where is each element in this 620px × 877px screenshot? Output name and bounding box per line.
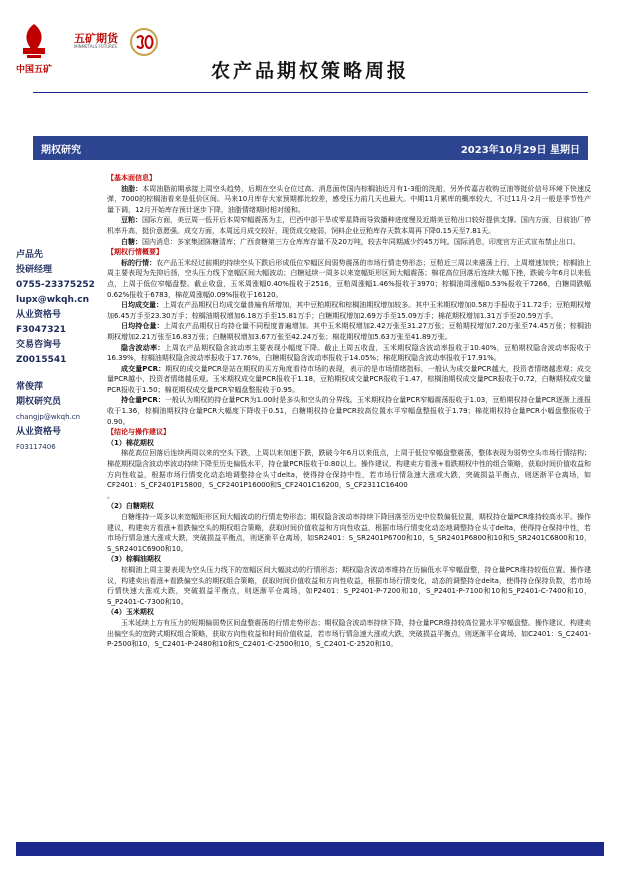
subsection-sugar-title: （2）白糖期权	[107, 502, 154, 511]
analyst2-role: 期权研究员	[16, 397, 62, 407]
analyst1-consult: Z0015541	[16, 355, 67, 365]
text-underlying-trend: 农产品玉米经过前期的持续空头下跌后形成低位窄幅区间弱势震荡的市场行情走势形态；豆粕近三周以来震荡上行，上周增速加快；棕榈油上周主要表现为先抑后扬，空头压力线下宽幅区间大幅波动；白糖延续一周多以来宽幅矩形区间大幅震荡；棉花高位回落后连续大幅下挫，跌破今年6月以来低点，上周于低位窄幅盘整。截止收盘，玉米周涨幅0.40%报收于2516，豆粕周涨幅1.46%报收于3970；棕榈油周涨幅0.53%报收于7266，白糖周跌幅0.62%报收于6783，棉花周涨幅0.09%报收于16120。	[107, 258, 592, 299]
label-soymeal: 豆粕：	[121, 216, 143, 225]
analyst1-cert: F3047321	[16, 325, 66, 335]
paragraph-volume-pcr	[107, 364, 591, 396]
text-implied-volatility: 上周农产品期权隐含波动率主要表现小幅度下降。截止上周五收盘，玉米期权隐含波动率报收于10.40%，豆粕期权隐含波动率报收于16.39%，棕榈油期权隐含波动率报收于17.76%，白糖期权隐含波动率报收于14.05%；棉花期权隐含波动率报收于17.91%。	[107, 343, 591, 363]
anniversary-30-icon	[128, 26, 160, 58]
label-oils: 油脂：	[121, 184, 143, 193]
subsection-palm-title: （3）棕榈油期权	[107, 555, 161, 564]
report-banner	[33, 136, 588, 160]
text-open-interest: 上周农产品期权日均持仓量不同程度普遍增加。其中玉米期权增加2.42万张至31.27万张；豆粕期权增加7.20万张至74.45万张；棕榈油期权增加2.21万张至16.83万张；白糖期权增加3.67万张至42.24万张；棉花期权增加5.63万张至41.89万张。	[107, 322, 592, 341]
text-oi-pcr: 一般认为期权的持仓量PCR为1.00时是多头和空头的分界线。玉米期权持仓量PCR窄幅震荡报收于1.03，豆粕期权持仓量PCR逐渐上涨报收于1.36，棕榈油期权持仓量PCR大幅度下降收于0.51，白糖期权持仓量PCR较高位置水平窄幅盘整报收于1.79；棉花期权持仓量PCR小幅盘整报收于0.90。	[107, 396, 591, 426]
paragraph-corn-strategy: 玉米延续上方有压力的短期偏弱势区间盘整震荡的行情走势形态；期权隐含波动率持续下降，持仓量PCR维持较高位置水平窄幅盘整。操作建议，构建卖出偏空头的宽跨式期权组合策略，获取方向性收益和时间价值收益，若市场行情急速大涨或大跌，突破损益平衡点，则逐渐平仓离场，如C2401：S_C2401-P-2500和10，S_C2401-P-2480和10和S_C2401-C-2500和10，S_C2401-C-2520和10。	[107, 618, 591, 649]
section-conclusion-heading: 【结论与操作建议】	[107, 428, 170, 437]
label-underlying-trend: 标的行情：	[121, 258, 157, 267]
label-daily-volume: 日均成交量：	[121, 301, 164, 310]
paragraph-daily-volume	[107, 300, 591, 321]
report-body	[107, 173, 591, 650]
analyst1-name: 卢品先	[16, 250, 44, 260]
minmetals-futures-text: 五矿期货	[74, 32, 118, 45]
analyst2-cert: F03117406	[16, 443, 56, 451]
title-divider	[33, 92, 588, 93]
analyst2-cert-label: 从业资格号	[16, 427, 62, 437]
paragraph-soymeal	[107, 215, 591, 236]
analyst1-phone: 0755-23375252	[16, 280, 95, 290]
section-overview-heading: 【期权行情概要】	[107, 248, 163, 257]
paragraph-palm-strategy: 棕榈油上周主要表现为空头压力线下的宽幅区间大幅波动的行情形态；期权隐含波动率维持在历偏低水平窄幅盘整，持仓量PCR维持较低位置。操作建议，构建卖出看涨+看跌偏空头的期权组合策略，获取时间价值收益和方向性收益，根据市场行情变化，动态的调整持仓delta，使得持仓保持负数，若市场行情快速大涨或大跌，突破损益平衡点，则逐渐平仓离场，如P2401：S_P2401-P-7200和10，S_P2401-P-7100和10和S_P2401-C-7400和10，S_P2401-C-7300和10。	[107, 565, 591, 606]
text-daily-volume: 上周农产品期权日均成交量普遍有所增加，其中豆粕期权和棕榈油期权增加较多。其中玉米期权增加0.58万手报收于11.72手；豆粕期权增加6.45万手至23.30万手；棕榈油期权增加6.18万手至15.81万手；白糖期权增加2.69万手至15.09万手；棉花期权增加1.31万手至20.59万手。	[107, 301, 592, 320]
paragraph-oils	[107, 184, 591, 216]
paragraph-sugar-strategy: 白糖维持一周多以来宽幅矩形区间大幅波动的行情走势形态；期权隐含波动率持续下降回落至历史中位数偏低位置，期权持仓量PCR维持较高水平。操作建议，构建卖方看涨+看跌偏空头的期权组合策略，获取时间价值收益和方向性收益，根据市场行情变化动态地调整持仓头寸delta，使得持仓保持中性，若市场行情急速大涨或大跌，突破损益平衡点，则逐渐平仓离场，如SR2401：S_SR2401P6700和10，S_SR2401P6800和10和S_SR2401C6800和10，S_SR2401C6900和10。	[107, 513, 591, 553]
analyst2-name: 常俊萍	[16, 382, 44, 392]
paragraph-underlying-trend	[107, 258, 591, 300]
paragraph-sugar	[107, 237, 591, 248]
label-implied-volatility: 隐含波动率：	[121, 343, 165, 352]
analyst1-consult-label: 交易咨询号	[16, 340, 62, 350]
subsection-cotton-title: （1）棉花期权	[107, 438, 154, 447]
paragraph-implied-volatility	[107, 343, 591, 364]
banner-date: 2023年10月29日 星期日	[460, 145, 580, 156]
analyst1-role: 投研经理	[16, 265, 53, 275]
china-minmetals-text: 中国五矿	[16, 65, 53, 75]
text-soymeal: 国际方面，美豆周一低开后本周窄幅震荡为主，巴西中部干旱或零星降雨导致播种进度慢及近期美豆粕出口较好提供支撑。国内方面，目前油厂停机率升高，挺价意愿强。成交方面，本周远月成交较好，现货成交疲弱，饲料企业豆粕库存天数本周再下降0.15天至7.81天。	[107, 216, 591, 235]
paragraph-open-interest	[107, 321, 591, 342]
text-volume-pcr: 期权的成交量PCR是站在期权的买方角度看待市场的表现，表示的是市场情绪指标，一般认为成交量PCR越大，投资者情绪越悲观；成交量PCR越小，投资者情绪越乐观。玉米期权成交量PCR报收于1.18，豆粕期权成交量PCR报收于1.47，棕榈油期权成交量PCR报收于0.72，白糖期权成交量PCR报收于1.50；棉花期权成交量PCR窄幅盘整报收于0.95。	[107, 364, 591, 394]
label-sugar: 白糖：	[121, 237, 142, 246]
subsection-corn-title: （4）玉米期权	[107, 608, 154, 617]
page-title: 农产品期权策略周报	[210, 60, 409, 82]
analyst2-email: changjp@wkqh.cn	[16, 413, 81, 421]
minmetals-futures-subtext: MINMETALS FUTURES	[74, 44, 117, 49]
analyst1-cert-label: 从业资格号	[16, 310, 62, 320]
label-volume-pcr: 成交量PCR：	[121, 364, 166, 373]
analyst1-email: lupx@wkqh.cn	[16, 295, 90, 305]
footer-bar	[16, 842, 604, 856]
paragraph-oi-pcr	[107, 395, 591, 427]
label-oi-pcr: 持仓量PCR：	[121, 396, 165, 405]
analyst-sidebar	[16, 248, 108, 455]
paragraph-cotton: 棉花高位回落后连续两周以来的空头下跌，上周以来加速下跌，跌破今年6月以来低点，上周于低位窄幅盘整震荡，整体表现为弱势空头市场行情结构；棉花期权隐含波动率波动持续下降至历史偏低水平，持仓量PCR报收于0.80以上。操作建议，构建卖方看涨+看跌期权中性的组合策略，获取时间价值收益和方向性收益，根据市场行情变化动态地调整持仓头寸delta，使得持仓保持中性，若市场行情急速大涨或大跌，突破损益平衡点，则逐渐平仓离场，如CF2401：S_CF2401P15800，S_CF2401P16000和S_CF2401C16200，S_CF2311C16400	[107, 449, 591, 490]
banner-category: 期权研究	[41, 145, 81, 156]
text-oils: 本周油脂前期承接上周空头趋势，后期在空头仓位过高、消息面传国内棕榈油近月有1-3船的洗船，另外传嘉吉收购豆油等挺价信号环境下快速反弹，7000的棕榈油看来是低价区间。马来10月库存大家预期都比较差，感受压力前几天也最大。中期11月累库的概率较大，不过11月-2月一般是季节性产量下调，12月开始库存预计逐步下降，油脂情绪期时相对缓和。	[107, 184, 592, 214]
text-sugar: 国内消息：多家集团陈糖清库；广西食糖第三方仓库库存量不及20万吨，较去年同期减少约45万吨。国际消息，印度官方正式宣布禁止出口。	[142, 237, 580, 246]
section-fundamentals-heading: 【基本面信息】	[107, 174, 156, 182]
paragraph-cotton-end: 。	[107, 491, 114, 500]
label-open-interest: 日均持仓量：	[121, 322, 164, 331]
